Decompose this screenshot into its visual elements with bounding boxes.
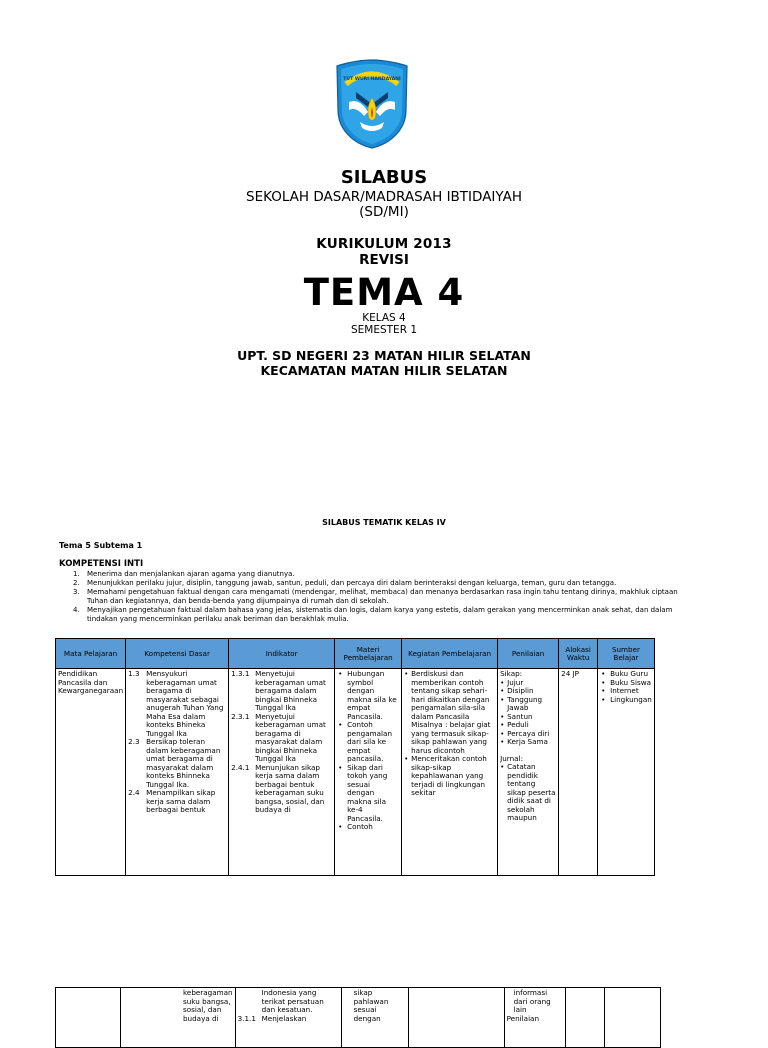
cell-materi: sikap pahlawan sesuai dengan xyxy=(341,988,408,1048)
kegiatan-item: • Menceritakan contoh sikap-sikap kepahlawanan yang terjadi di lingkungan sekitar xyxy=(404,754,487,797)
cell-penilaian: Sikap: • Jujur • Disiplin • Tanggung Jawab • Santun • Peduli • Percaya diri • Kerja Sama Jurnal: • Catatan pendidik tentang sikap peserta didik saat di sekolah maupun xyxy=(498,669,559,876)
header-indicator: Indikator xyxy=(229,639,335,669)
district-name: KECAMATAN MATAN HILIR SELATAN xyxy=(260,363,508,378)
header-kegiatan: Kegiatan Pembelajaran xyxy=(402,639,498,669)
document-title: SILABUS xyxy=(340,167,428,188)
header-kd: Kompetensi Dasar xyxy=(126,639,229,669)
cell-sumber xyxy=(598,669,655,876)
cell-indicator xyxy=(229,669,335,876)
cell-alokasi: 24 JP xyxy=(559,669,598,876)
kd-item: 2.4 Menampilkan sikap kerja sama dalam berbagai bentuk xyxy=(128,788,216,814)
indicator-item: 2.4.1 Menunjukan sikap kerja sama dalam berbagai bentuk keberagaman suku bangsa, sosial, dan budaya di xyxy=(231,762,325,814)
cell-alokasi xyxy=(565,988,604,1048)
school-type-line: SEKOLAH DASAR/MADRASAH IBTIDAIYAH xyxy=(246,189,522,205)
revision-label: REVISI xyxy=(359,252,409,268)
indicator-item: 2.3.1 Menyetujui keberagaman umat beragama di masyarakat dalam bingkai Bhinneka Tunggal Ika xyxy=(231,711,326,763)
cell-subject xyxy=(56,988,121,1048)
kegiatan-item: • Berdiskusi dan memberikan contoh tentang sikap sehari-hari dikaitkan dengan pengamalan sila-sila dalam Pancasila Misalnya : belajar giat yang termasuk sikap-sikap pahlawan yang harus dicontoh xyxy=(404,670,491,755)
school-name: UPT. SD NEGERI 23 MATAN HILIR SELATAN xyxy=(237,348,531,363)
theme-title: TEMA 4 xyxy=(303,271,465,314)
sikap-item: • Percaya diri xyxy=(500,728,550,738)
ki-item: 1. Menerima dan menjalankan ajaran agama yang dianutnya. xyxy=(73,570,295,578)
indicator-item: 1.3.1 Menyetujui keberagaman umat beragama dalam bingkai Bhinneka Tunggal Ika xyxy=(231,670,326,712)
ki-item: 3. Memahami pengetahuan faktual dengan cara mengamati (mendengar, melihat, membaca) dan menanya berdasarkan rasa ingin tahu tentang dirinya, makhluk ciptaan Tuhan dan kegiatannya, dan benda-benda yang dijumpainya di rumah dan di sekolah. xyxy=(73,588,678,605)
syllabus-table xyxy=(55,638,655,876)
sikap-item: • Santun xyxy=(500,711,533,721)
ki-item: 4. Menyajikan pengetahuan faktual dalam bahasa yang jelas, sistematis dan logis, dalam karya yang estetis, dalam gerakan yang mencerminkan anak sehat, dan dalam tindakan yang mencerminkan perilaku anak beriman dan berakhlak mulia. xyxy=(73,606,673,623)
sumber-item: • Lingkungan xyxy=(601,694,652,704)
section-title: SILABUS TEMATIK KELAS IV xyxy=(322,518,446,527)
ki-heading: KOMPETENSI INTI xyxy=(59,559,144,569)
sikap-item: • Disiplin xyxy=(500,686,534,695)
curriculum-label: KURIKULUM 2013 xyxy=(316,236,452,252)
sikap-item: • Jujur xyxy=(500,677,524,687)
cell-kegiatan xyxy=(408,988,504,1048)
sumber-item: • Buku Siswa xyxy=(601,677,651,687)
sikap-item: • Tanggung Jawab xyxy=(500,694,543,712)
header-subject: Mata Pelajaran xyxy=(56,639,126,669)
semester-label: SEMESTER 1 xyxy=(350,324,418,336)
materi-item: • Sikap dari tokoh yang sesuai dengan makna sila ke-4 Pancasila. xyxy=(338,762,388,823)
grade-label: KELAS 4 xyxy=(362,312,406,324)
syllabus-table-continued xyxy=(55,987,661,1048)
sumber-item: • Buku Guru xyxy=(601,670,649,678)
cell-materi xyxy=(335,669,402,876)
svg-text:TUT WURI HANDAYANI: TUT WURI HANDAYANI xyxy=(343,77,401,82)
cell-subject: Pendidikan Pancasila dan Kewarganegaraan xyxy=(56,669,126,876)
header-materi: Materi Pembelajaran xyxy=(335,639,402,669)
cell-indicator: Indonesia yang terikat persatuan dan kesatuan. 3.1.1 Menjelaskan xyxy=(235,988,341,1048)
ki-item: 2. Menunjukkan perilaku jujur, disiplin, tanggung jawab, santun, peduli, dan percaya diri dalam berinteraksi dengan keluarga, teman, guru dan tetangga. xyxy=(73,579,617,587)
school-type-abbr: (SD/MI) xyxy=(359,204,409,220)
tut-wuri-handayani-logo-icon xyxy=(334,58,410,150)
materi-item: • Contoh pengamalan dari sila ke empat pancasila. xyxy=(338,720,392,763)
header-sumber: Sumber Belajar xyxy=(598,639,655,669)
materi-item: • Contoh xyxy=(338,822,373,831)
kd-item: 1.3 Mensyukuri keberagaman umat beragama di masyarakat sebagai anugerah Tuhan Yang Maha Esa dalam konteks Bhineka Tunggal Ika xyxy=(128,670,224,738)
sumber-item: • Internet xyxy=(601,686,639,695)
cell-kd: keberagaman suku bangsa, sosial, dan budaya di xyxy=(121,988,236,1048)
header-penilaian: Penilaian xyxy=(498,639,559,669)
ki-list xyxy=(59,570,679,624)
cell-kd xyxy=(126,669,229,876)
cell-sumber xyxy=(604,988,660,1048)
subtheme-label: Tema 5 Subtema 1 xyxy=(59,541,143,550)
sikap-item: • Peduli xyxy=(500,720,529,729)
cell-kegiatan xyxy=(402,669,498,876)
jurnal-item: • Catatan pendidik tentang sikap peserta didik saat di sekolah maupun xyxy=(500,762,556,822)
header-alokasi: Alokasi Waktu xyxy=(559,639,598,669)
sikap-item: • Kerja Sama xyxy=(500,737,548,746)
cell-penilaian: informasi dari orang lain Penilaian xyxy=(504,988,565,1048)
materi-item: • Hubungan symbol dengan makna sila ke empat Pancasila. xyxy=(338,670,397,721)
kd-item: 2.3 Bersikap toleran dalam keberagaman umat beragama di masyarakat dalam konteks Bhinneka Tunggal Ika. xyxy=(128,737,221,789)
